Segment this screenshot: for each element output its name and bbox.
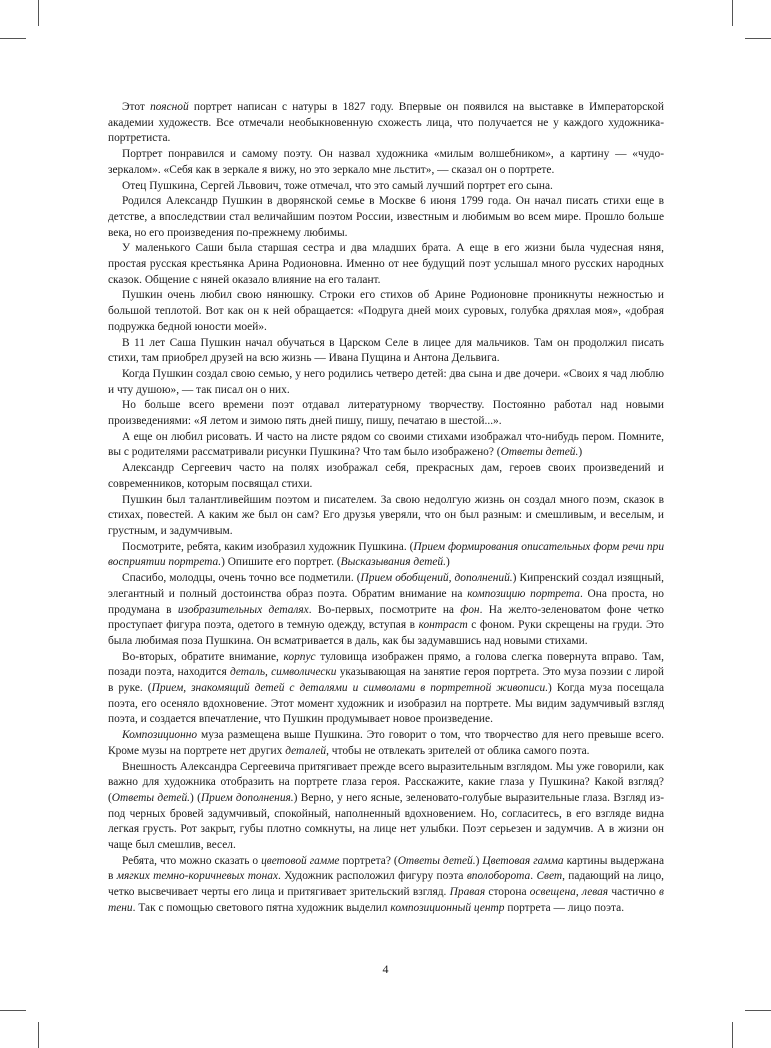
italic-run: поясной bbox=[150, 101, 189, 113]
text-run: Во-вторых, обратите внимание, bbox=[122, 650, 284, 663]
italic-run: композиционный центр bbox=[390, 901, 505, 914]
italic-run: контраст bbox=[418, 619, 468, 632]
paragraph bbox=[108, 760, 664, 854]
italic-run: Правая bbox=[449, 886, 486, 899]
text-run: , bbox=[575, 886, 582, 899]
crop-mark bbox=[745, 1010, 771, 1011]
paragraph bbox=[108, 461, 664, 492]
text-run: , чтобы не отвлекать зрителей от облика самого поэта. bbox=[326, 744, 590, 757]
crop-mark bbox=[38, 1022, 39, 1048]
text-run: ) bbox=[578, 446, 583, 459]
crop-mark bbox=[38, 0, 39, 26]
text-run: . bbox=[530, 870, 537, 883]
crop-mark bbox=[732, 1022, 733, 1048]
text-run: Отец Пушкина, Сергей Львович, тоже отмечал, что это самый лучший портрет его сына. bbox=[122, 179, 553, 192]
paragraph bbox=[108, 571, 664, 650]
text-run: портрет написан с натуры в 1827 году. Впервые он появился на выставке в Императорской академии художеств. Все отмечали необыкновенную схожесть лица, что получается не у каждого художника-портретиста. bbox=[108, 101, 665, 145]
text-run: . Художник расположил фигуру поэта bbox=[278, 870, 467, 883]
text-run: портрета — лицо поэта. bbox=[504, 901, 625, 914]
text-run: сторона bbox=[485, 886, 530, 899]
italic-run: Прием формирования описательных форм речи при восприятии портрета. bbox=[108, 540, 665, 569]
italic-run: Композиционно bbox=[122, 729, 198, 742]
paragraph bbox=[108, 650, 664, 729]
italic-run: фон bbox=[460, 603, 480, 616]
italic-run: вполоборота bbox=[466, 870, 531, 883]
italic-run: Прием обобщений, дополнений. bbox=[360, 572, 513, 585]
text-run: ) Когда муза посещала поэта, его осеняло вдохновение. Этот момент художник и изобразил на портрете. Мы видим задумчивый взгляд поэта, и создается впечатление, что Пушкин продумывает новое произведение. bbox=[108, 682, 664, 726]
italic-run: цветовой гамме bbox=[261, 854, 340, 867]
text-run: . Так с помощью светового пятна художник выделил bbox=[132, 901, 391, 914]
paragraph bbox=[108, 540, 664, 571]
crop-mark bbox=[745, 38, 771, 39]
italic-run: Ответы детей. bbox=[397, 854, 476, 867]
text-run: А еще он любил рисовать. И часто на листе рядом со своими стихами изображал что-нибудь пером. Помните, вы с родителями рассматривали рисунки Пушкина? Что там было изображено? ( bbox=[108, 430, 664, 459]
paragraph bbox=[108, 336, 664, 367]
italic-run: Цветовая гамма bbox=[482, 854, 564, 867]
paragraph bbox=[108, 398, 664, 429]
paragraph bbox=[108, 241, 664, 288]
italic-run: освещена bbox=[529, 886, 576, 899]
paragraph bbox=[108, 194, 664, 241]
text-run: В 11 лет Саша Пушкин начал обучаться в Царском Селе в лицее для мальчиков. Там он продолжил писать стихи, там приобрел друзей на всю жизнь — Ивана Пущина и Антона Дельвига. bbox=[108, 336, 664, 365]
paragraph bbox=[108, 728, 664, 759]
body-text bbox=[108, 100, 664, 917]
italic-run: изобразительных деталях bbox=[177, 603, 309, 616]
paragraph bbox=[108, 100, 664, 147]
italic-run: деталей bbox=[285, 744, 327, 757]
text-run: Ребята, что можно сказать о bbox=[122, 854, 262, 867]
italic-run: Свет bbox=[536, 870, 563, 883]
text-run: Но больше всего времени поэт отдавал литературному творчеству. Постоянно работал над новыми произведениями: «Я летом и зимою пять дней пишу, пишу, печатаю в шестой...». bbox=[108, 399, 664, 428]
text-run: У маленького Саши была старшая сестра и два младших брата. А еще в его жизни была чудесная няня, простая русская крестьянка Арина Родионовна. Именно от нее будущий поэт услышал много русских народных сказок. Общение с няней оказало влияние на его талант. bbox=[108, 242, 664, 286]
italic-run: в тени bbox=[108, 886, 664, 914]
italic-run: Прием дополнения. bbox=[200, 791, 294, 804]
text-run: Родился Александр Пушкин в дворянской семье в Москве 6 июня 1799 года. Он начал писать стихи еще в детстве, а впоследствии стал величайшим поэтом России, известным и любимым во всем мире. Прошло больше века, но его произведения по-прежнему любимы. bbox=[108, 195, 664, 239]
crop-mark bbox=[0, 38, 26, 39]
text-run: ) bbox=[475, 854, 483, 867]
paragraph bbox=[108, 288, 664, 335]
text-run: Внешность Александра Сергеевича притягивает прежде всего выразительным взглядом. Мы уже говорили, как важно для художника отобразить на портрете глаза героя. Расскажите, какие глаза у Пушкина? Какой взгляд? ( bbox=[108, 760, 664, 804]
italic-run: мягких темно-коричневых тонах bbox=[116, 870, 279, 883]
text-run: ) ( bbox=[190, 791, 201, 804]
text-run: указывающая на занятие героя портрета. Это муза поэзии с лирой в руке. ( bbox=[108, 666, 664, 695]
paragraph bbox=[108, 147, 664, 178]
text-run: Портрет понравился и самому поэту. Он назвал художника «милым волшебником», а картину — «чудо-зеркалом». «Себя как в зеркале я вижу, но это зеркало мне льстит», — сказал он о портрете. bbox=[108, 148, 664, 176]
italic-run: деталь, символически bbox=[229, 666, 337, 679]
text-run: Александр Сергеевич часто на полях изображал себя, прекрасных дам, героев своих произведений и современников, которым посвящал стихи. bbox=[108, 462, 664, 490]
text-run: Когда Пушкин создал свою семью, у него родились четверо детей: два сына и две дочери. «Своих я чад люблю и чту душою», — так писал он о них. bbox=[108, 367, 664, 396]
italic-run: композицию портрета bbox=[467, 587, 580, 600]
text-run: с фоном. Руки скрещены на груди. Это была любимая поза Пушкина. Он всматривается в даль, как бы задумавшись над новыми стихами. bbox=[108, 619, 664, 647]
paragraph bbox=[108, 179, 664, 195]
text-run: Пушкин был талантливейшим поэтом и писателем. За свою недолгую жизнь он создал много поэм, сказок в стихах, повестей. А каким же был он сам? Его друзья уверяли, что он был разным: и смешливым, и веселым, и грустным, и задумчивым. bbox=[108, 493, 664, 537]
text-run: частично bbox=[608, 886, 660, 899]
text-run: Посмотрите, ребята, каким изобразил художник Пушкина. ( bbox=[122, 540, 414, 553]
page-number: 4 bbox=[382, 962, 389, 976]
text-run: ) Верно, у него ясные, зеленовато-голубые выразительные глаза. Взгляд из-под черных бровей задумчивый, спокойный, наполненный вдохновением. Но, согласитесь, в его взгляде видна легкая грусть. Рот закрыт, губы плотно сомкнуты, на лице нет улыбки. Поэт серьезен и задумчив. А в жизни он чаще был смешлив, весел. bbox=[108, 791, 664, 852]
text-run: . Во-первых, посмотрите на bbox=[308, 603, 461, 616]
text-run: картины выдержана в bbox=[108, 854, 664, 883]
text-run: . Она проста, но продумана в bbox=[108, 587, 664, 616]
paragraph bbox=[108, 493, 664, 540]
text-run: муза размещена выше Пушкина. Это говорит о том, что творчество для него превыше всего. Кроме музы на портрете нет других bbox=[108, 729, 664, 757]
text-run: портрета? ( bbox=[339, 854, 398, 867]
italic-run: Ответы детей. bbox=[500, 446, 579, 459]
italic-run: Высказывания детей. bbox=[340, 556, 446, 569]
text-run: ) Опишите его портрет. ( bbox=[221, 556, 341, 569]
text-run: ) Кипренский создал изящный, элегантный и полный достоинства образ поэта. Обратим внимание на bbox=[108, 572, 664, 600]
paragraph bbox=[108, 367, 664, 398]
crop-mark bbox=[0, 1010, 26, 1011]
italic-run: Прием, знакомящий детей с деталями и символами в портретной живописи. bbox=[151, 682, 549, 695]
text-run: . На желто-зеленоватом фоне четко проступает фигура поэта, одетого в темную одежду, вступая в bbox=[108, 603, 664, 632]
text-run: Спасибо, молодцы, очень точно все подметили. ( bbox=[122, 572, 361, 585]
text-run: , падающий на лицо, четко высвечивает черты его лица и притягивает зрительский взгляд. bbox=[108, 870, 665, 899]
italic-run: левая bbox=[581, 886, 609, 899]
italic-run: корпус bbox=[283, 650, 316, 663]
crop-mark bbox=[732, 0, 733, 26]
text-run: Пушкин очень любил свою нянюшку. Строки его стихов об Арине Родионовне проникнуты нежностью и большой теплотой. Вот как он к ней обращается: «Подруга дней моих суровых, голубка дряхлая моя», «добрая подружка бедной юности моей». bbox=[108, 289, 664, 333]
paragraph bbox=[108, 854, 664, 917]
text-run: ) bbox=[445, 556, 450, 569]
paragraph bbox=[108, 430, 664, 461]
text-run: туловища изображен прямо, а голова слегка повернута вправо. Там, позади поэта, находится bbox=[108, 650, 664, 679]
text-run: Этот bbox=[122, 101, 151, 113]
italic-run: Ответы детей. bbox=[111, 791, 191, 804]
